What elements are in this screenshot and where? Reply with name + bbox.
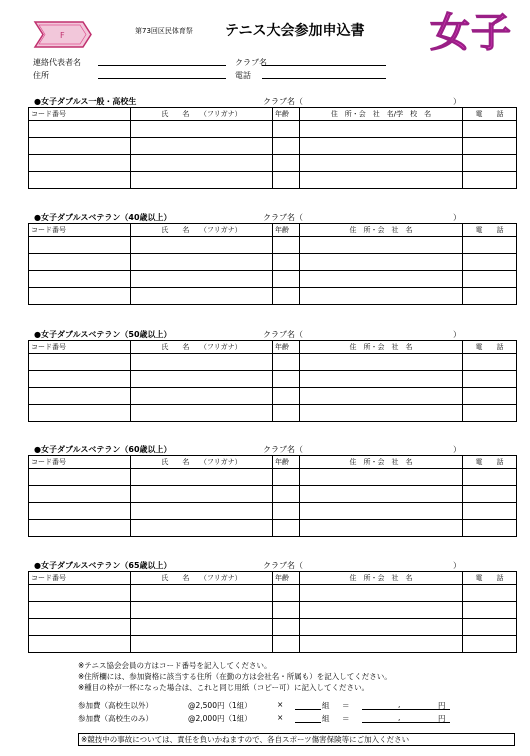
- table-row: [29, 405, 517, 422]
- fee-equals-highschool: ＝: [342, 714, 350, 723]
- fee-yen-highschool: 円: [438, 714, 446, 723]
- note-address: ※住所欄には、参加資格に該当する住所（在勤の方は会社名・所属も）を記入してください。: [78, 672, 392, 681]
- section-club-close: ）: [453, 445, 461, 454]
- fee-price-general: @2,500円（1組）: [188, 701, 252, 710]
- col-address-cell[interactable]: [300, 271, 463, 288]
- col-age-header: 年齢: [273, 572, 300, 585]
- fee-total-field-general[interactable]: [362, 709, 450, 710]
- table-row: [29, 237, 517, 254]
- section-header: [28, 443, 516, 455]
- notes: [78, 660, 392, 693]
- col-code-cell[interactable]: [29, 486, 131, 503]
- fee-label-highschool: 参加費（高校生のみ）: [78, 714, 153, 723]
- col-age-cell[interactable]: [273, 121, 300, 138]
- col-name-header: 氏 名 （フリガナ）: [131, 108, 273, 121]
- fee-times-general: ×: [277, 700, 284, 709]
- col-phone-cell[interactable]: [463, 155, 517, 172]
- col-code-cell[interactable]: [29, 619, 131, 636]
- table-header-row: [29, 341, 517, 354]
- col-name-header: 氏 名 （フリガナ）: [131, 572, 273, 585]
- fee-price-highschool: @2,000円（1組）: [188, 714, 252, 723]
- col-phone-cell[interactable]: [463, 121, 517, 138]
- section-title: ●女子ダブルスベテラン（60歳以上）: [34, 445, 172, 454]
- section-club-label: クラブ名（: [263, 330, 303, 339]
- representative-field[interactable]: [98, 65, 226, 66]
- col-name-header: 氏 名 （フリガナ）: [131, 224, 273, 237]
- col-address-cell[interactable]: [300, 371, 463, 388]
- table-row: [29, 354, 517, 371]
- section-title: ●女子ダブルスベテラン（50歳以上）: [34, 330, 172, 339]
- col-age-header: 年齢: [273, 456, 300, 469]
- col-code-header: コード番号: [29, 456, 131, 469]
- col-address-header: 住 所・会 社 名: [300, 224, 463, 237]
- table-row: [29, 503, 517, 520]
- col-phone-header: 電 話: [463, 224, 517, 237]
- col-phone-cell[interactable]: [463, 619, 517, 636]
- col-age-cell[interactable]: [273, 388, 300, 405]
- col-name-cell[interactable]: [131, 354, 273, 371]
- col-address-cell[interactable]: [300, 585, 463, 602]
- col-address-cell[interactable]: [300, 602, 463, 619]
- section-title: ●女子ダブルスベテラン（40歳以上）: [34, 213, 172, 222]
- col-name-cell[interactable]: [131, 271, 273, 288]
- table-row: [29, 288, 517, 305]
- club-name-label: クラブ名: [235, 58, 267, 67]
- col-address-cell[interactable]: [300, 520, 463, 537]
- fee-yen-general: 円: [438, 701, 446, 710]
- entry-section: [28, 211, 516, 305]
- col-name-cell[interactable]: [131, 636, 273, 653]
- section-header: [28, 328, 516, 340]
- col-age-header: 年齢: [273, 108, 300, 121]
- section-club-close: ）: [453, 330, 461, 339]
- table-row: [29, 388, 517, 405]
- col-phone-cell[interactable]: [463, 602, 517, 619]
- col-name-cell[interactable]: [131, 469, 273, 486]
- col-phone-cell[interactable]: [463, 288, 517, 305]
- entry-section: [28, 443, 516, 537]
- col-address-cell[interactable]: [300, 237, 463, 254]
- table-row: [29, 271, 517, 288]
- col-address-cell[interactable]: [300, 155, 463, 172]
- col-phone-cell[interactable]: [463, 254, 517, 271]
- col-phone-cell[interactable]: [463, 138, 517, 155]
- section-title: ●女子ダブルスベテラン（65歳以上）: [34, 561, 172, 570]
- col-code-cell[interactable]: [29, 636, 131, 653]
- col-phone-cell[interactable]: [463, 503, 517, 520]
- col-name-header: 氏 名 （フリガナ）: [131, 341, 273, 354]
- col-code-header: コード番号: [29, 108, 131, 121]
- col-phone-cell[interactable]: [463, 486, 517, 503]
- col-phone-header: 電 話: [463, 572, 517, 585]
- col-address-header: 住 所・会 社 名: [300, 341, 463, 354]
- col-name-cell[interactable]: [131, 388, 273, 405]
- col-phone-header: 電 話: [463, 341, 517, 354]
- col-phone-header: 電 話: [463, 456, 517, 469]
- col-address-cell[interactable]: [300, 388, 463, 405]
- col-age-cell[interactable]: [273, 486, 300, 503]
- note-code: ※テニス協会会員の方はコード番号を記入してください。: [78, 661, 272, 670]
- col-age-cell[interactable]: [273, 602, 300, 619]
- col-code-cell[interactable]: [29, 155, 131, 172]
- table-row: [29, 138, 517, 155]
- col-phone-cell[interactable]: [463, 469, 517, 486]
- col-name-cell[interactable]: [131, 155, 273, 172]
- table-row: [29, 602, 517, 619]
- col-phone-cell[interactable]: [463, 636, 517, 653]
- col-age-cell[interactable]: [273, 354, 300, 371]
- table-row: [29, 520, 517, 537]
- entry-section: [28, 328, 516, 422]
- col-phone-cell[interactable]: [463, 585, 517, 602]
- col-address-cell[interactable]: [300, 469, 463, 486]
- insurance-disclaimer: ※競技中の事故については、責任を負いかねますので、各自スポーツ傷害保険等にご加入ください: [78, 733, 515, 746]
- table-row: [29, 172, 517, 189]
- table-row: [29, 486, 517, 503]
- col-address-header: 住 所・会 社 名: [300, 572, 463, 585]
- col-code-header: コード番号: [29, 572, 131, 585]
- table-row: [29, 636, 517, 653]
- section-club-close: ）: [453, 213, 461, 222]
- col-code-cell[interactable]: [29, 288, 131, 305]
- col-name-cell[interactable]: [131, 254, 273, 271]
- table-row: [29, 585, 517, 602]
- event-number: 第73回区民体育祭: [135, 27, 193, 35]
- col-code-header: コード番号: [29, 224, 131, 237]
- col-code-cell[interactable]: [29, 602, 131, 619]
- col-phone-cell[interactable]: [463, 388, 517, 405]
- section-club-label: クラブ名（: [263, 97, 303, 106]
- col-name-cell[interactable]: [131, 172, 273, 189]
- table-header-row: [29, 224, 517, 237]
- table-header-row: [29, 108, 517, 121]
- col-address-cell[interactable]: [300, 254, 463, 271]
- col-code-cell[interactable]: [29, 354, 131, 371]
- col-name-cell[interactable]: [131, 585, 273, 602]
- col-age-cell[interactable]: [273, 254, 300, 271]
- col-address-cell[interactable]: [300, 405, 463, 422]
- col-age-cell[interactable]: [273, 172, 300, 189]
- entry-table: [28, 223, 517, 305]
- col-age-cell[interactable]: [273, 371, 300, 388]
- fee-equals-general: ＝: [342, 701, 350, 710]
- col-code-header: コード番号: [29, 341, 131, 354]
- col-phone-cell[interactable]: [463, 520, 517, 537]
- col-code-cell[interactable]: [29, 371, 131, 388]
- col-phone-cell[interactable]: [463, 354, 517, 371]
- col-phone-cell[interactable]: [463, 237, 517, 254]
- section-title: ●女子ダブルス一般・高校生: [34, 97, 137, 106]
- col-address-header: 住 所・会 社 名: [300, 456, 463, 469]
- col-name-cell[interactable]: [131, 602, 273, 619]
- table-header-row: [29, 456, 517, 469]
- section-club-label: クラブ名（: [263, 213, 303, 222]
- col-phone-cell[interactable]: [463, 405, 517, 422]
- col-address-cell[interactable]: [300, 354, 463, 371]
- col-age-header: 年齢: [273, 224, 300, 237]
- col-age-cell[interactable]: [273, 138, 300, 155]
- col-address-cell[interactable]: [300, 288, 463, 305]
- table-row: [29, 121, 517, 138]
- col-age-cell[interactable]: [273, 585, 300, 602]
- section-header: [28, 559, 516, 571]
- col-address-cell[interactable]: [300, 172, 463, 189]
- col-name-cell[interactable]: [131, 619, 273, 636]
- col-code-cell[interactable]: [29, 388, 131, 405]
- col-name-cell[interactable]: [131, 503, 273, 520]
- section-club-label: クラブ名（: [263, 561, 303, 570]
- col-age-cell[interactable]: [273, 503, 300, 520]
- table-row: [29, 155, 517, 172]
- address-label: 住所: [33, 71, 49, 80]
- note-overflow: ※種目の枠が一杯になった場合は、これと同じ用紙（コピー可）に記入してください。: [78, 683, 369, 692]
- col-code-cell[interactable]: [29, 271, 131, 288]
- col-age-cell[interactable]: [273, 636, 300, 653]
- table-header-row: [29, 572, 517, 585]
- fee-times-highschool: ×: [277, 713, 284, 722]
- section-club-close: ）: [453, 97, 461, 106]
- entry-table: [28, 340, 517, 422]
- col-age-cell[interactable]: [273, 237, 300, 254]
- phone-label: 電話: [235, 71, 251, 80]
- col-address-cell[interactable]: [300, 503, 463, 520]
- col-address-cell[interactable]: [300, 486, 463, 503]
- col-age-cell[interactable]: [273, 288, 300, 305]
- col-name-cell[interactable]: [131, 520, 273, 537]
- col-address-cell[interactable]: [300, 619, 463, 636]
- col-name-cell[interactable]: [131, 121, 273, 138]
- col-code-cell[interactable]: [29, 585, 131, 602]
- col-code-cell[interactable]: [29, 405, 131, 422]
- section-club-label: クラブ名（: [263, 445, 303, 454]
- col-code-cell[interactable]: [29, 254, 131, 271]
- entry-section: [28, 559, 516, 653]
- col-age-cell[interactable]: [273, 271, 300, 288]
- pennant-badge: [33, 20, 93, 49]
- col-name-cell[interactable]: [131, 138, 273, 155]
- table-row: [29, 254, 517, 271]
- table-row: [29, 469, 517, 486]
- fee-count-field-general[interactable]: [295, 709, 321, 710]
- fee-count-field-highschool[interactable]: [295, 722, 321, 723]
- col-address-cell[interactable]: [300, 121, 463, 138]
- col-code-cell[interactable]: [29, 237, 131, 254]
- col-address-cell[interactable]: [300, 138, 463, 155]
- col-phone-cell[interactable]: [463, 172, 517, 189]
- fee-total-field-highschool[interactable]: [362, 722, 450, 723]
- section-club-close: ）: [453, 561, 461, 570]
- col-age-cell[interactable]: [273, 405, 300, 422]
- fee-unit-highschool: 組: [322, 714, 330, 723]
- col-name-cell[interactable]: [131, 288, 273, 305]
- col-code-cell[interactable]: [29, 138, 131, 155]
- entry-section: [28, 95, 516, 189]
- col-code-cell[interactable]: [29, 520, 131, 537]
- col-age-cell[interactable]: [273, 619, 300, 636]
- col-name-cell[interactable]: [131, 237, 273, 254]
- table-row: [29, 619, 517, 636]
- col-name-header: 氏 名 （フリガナ）: [131, 456, 273, 469]
- phone-field[interactable]: [262, 78, 386, 79]
- col-name-cell[interactable]: [131, 405, 273, 422]
- col-code-cell[interactable]: [29, 172, 131, 189]
- fee-unit-general: 組: [322, 701, 330, 710]
- col-code-cell[interactable]: [29, 469, 131, 486]
- section-header: [28, 95, 516, 107]
- table-row: [29, 371, 517, 388]
- col-name-cell[interactable]: [131, 486, 273, 503]
- section-header: [28, 211, 516, 223]
- col-age-cell[interactable]: [273, 469, 300, 486]
- col-code-cell[interactable]: [29, 503, 131, 520]
- page-title: テニス大会参加申込書: [225, 23, 365, 39]
- col-age-cell[interactable]: [273, 520, 300, 537]
- col-address-cell[interactable]: [300, 636, 463, 653]
- col-code-cell[interactable]: [29, 121, 131, 138]
- col-age-header: 年齢: [273, 341, 300, 354]
- col-phone-cell[interactable]: [463, 371, 517, 388]
- col-phone-cell[interactable]: [463, 271, 517, 288]
- col-name-cell[interactable]: [131, 371, 273, 388]
- entry-table: [28, 107, 517, 189]
- fee-label-general: 参加費（高校生以外）: [78, 701, 153, 710]
- badge-letter: F: [60, 31, 65, 40]
- club-name-field[interactable]: [262, 65, 386, 66]
- fee-comma-general: ,: [398, 700, 401, 709]
- col-address-header: 住 所・会 社 名/学 校 名: [300, 108, 463, 121]
- fee-comma-highschool: ,: [398, 713, 401, 722]
- gender-label: 女子: [430, 10, 512, 56]
- entry-table: [28, 571, 517, 653]
- col-age-cell[interactable]: [273, 155, 300, 172]
- col-phone-header: 電 話: [463, 108, 517, 121]
- representative-label: 連絡代表者名: [33, 58, 81, 67]
- address-field[interactable]: [98, 78, 226, 79]
- entry-table: [28, 455, 517, 537]
